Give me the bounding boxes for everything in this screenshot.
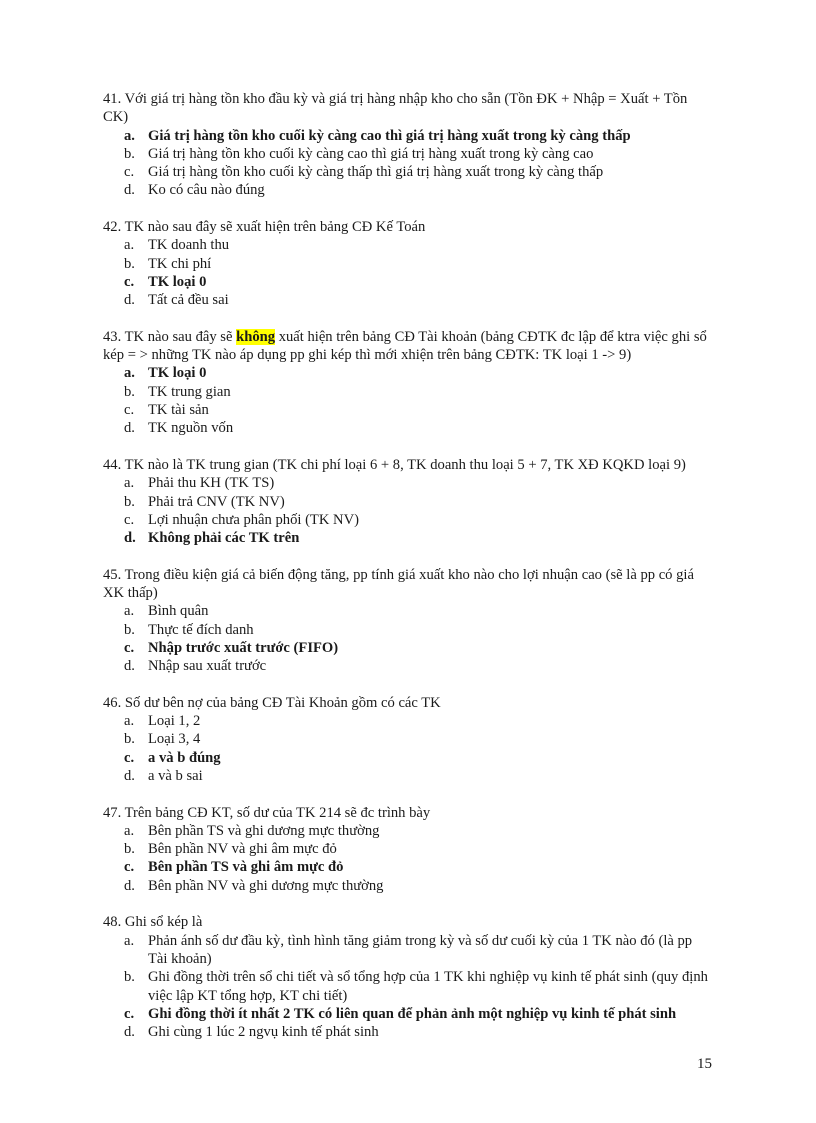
option-d	[103, 529, 711, 547]
option-letter: c.	[124, 749, 135, 766]
option-text: Loại 3, 4	[148, 731, 201, 748]
option-a	[103, 474, 711, 492]
option-letter: a.	[124, 365, 135, 382]
option-text: TK nguồn vốn	[148, 420, 234, 437]
option-letter: a.	[124, 603, 135, 620]
question-47	[103, 804, 711, 895]
option-b	[103, 730, 711, 748]
question-46	[103, 694, 711, 785]
option-b	[103, 383, 711, 401]
question-text	[103, 913, 711, 931]
option-text: Giá trị hàng tồn kho cuối kỳ càng cao thì giá trị hàng xuất trong kỳ càng thấp	[148, 127, 631, 144]
option-text: Giá trị hàng tồn kho cuối kỳ càng cao thì giá trị hàng xuất trong kỳ càng cao	[148, 145, 594, 162]
option-d	[103, 767, 711, 785]
option-b	[103, 621, 711, 639]
option-letter: c.	[124, 511, 135, 528]
question-body-continued: xuất hiện trên bảng CĐ Tài khoản (bảng CĐTK đc lập để ktra việc ghi sổ kép = > những TK nào áp dụng pp ghi kép thì mới xhiện trên bảng CĐTK: TK loại 1 -> 9)	[103, 328, 707, 364]
option-b	[103, 493, 711, 511]
option-text: a và b sai	[148, 767, 203, 784]
option-a	[103, 712, 711, 730]
option-a	[103, 822, 711, 840]
option-letter: d.	[124, 877, 135, 894]
option-list	[103, 822, 711, 895]
option-b	[103, 145, 711, 163]
option-c	[103, 1005, 711, 1023]
option-list	[103, 127, 711, 200]
option-text: Bên phần NV và ghi dương mực thường	[148, 877, 384, 894]
question-list	[103, 90, 711, 1060]
option-letter: b.	[124, 145, 135, 162]
option-text: Phải trả CNV (TK NV)	[148, 493, 285, 510]
question-number: 42.	[103, 219, 122, 236]
option-letter: b.	[124, 621, 135, 638]
option-letter: a.	[124, 932, 135, 949]
question-body: Ghi sổ kép là	[124, 914, 203, 931]
question-text	[103, 694, 711, 712]
option-b	[103, 840, 711, 858]
question-number: 45.	[103, 566, 122, 583]
option-letter: d.	[124, 530, 136, 547]
option-text: Nhập sau xuất trước	[148, 658, 267, 675]
question-number: 46.	[103, 694, 122, 711]
question-body: Trên bảng CĐ KT, số dư của TK 214 sẽ đc trình bày	[124, 804, 431, 821]
option-text: TK tài sản	[148, 402, 209, 419]
option-list	[103, 236, 711, 309]
option-text: Bên phần NV và ghi âm mực đỏ	[148, 841, 337, 858]
option-d	[103, 419, 711, 437]
option-d	[103, 1023, 711, 1041]
option-text: TK chi phí	[148, 255, 212, 272]
option-text: Lợi nhuận chưa phân phối (TK NV)	[148, 511, 359, 528]
option-letter: c.	[124, 1005, 135, 1022]
question-48	[103, 913, 711, 1041]
option-letter: b.	[124, 255, 135, 272]
question-43	[103, 328, 711, 438]
option-b	[103, 255, 711, 273]
option-c	[103, 639, 711, 657]
question-number: 41.	[103, 91, 122, 107]
option-c	[103, 858, 711, 876]
option-letter: c.	[124, 273, 135, 290]
option-text: Tất cả đều sai	[148, 292, 229, 309]
option-letter: d.	[124, 658, 135, 675]
option-letter: c.	[124, 402, 135, 419]
option-text: TK loại 0	[148, 365, 207, 382]
question-body: Với giá trị hàng tồn kho đầu kỳ và giá trị hàng nhập kho cho sẵn (Tồn ĐK + Nhập = Xuất + Tồn CK)	[103, 91, 688, 126]
option-c	[103, 511, 711, 529]
option-a	[103, 236, 711, 254]
option-d	[103, 181, 711, 199]
option-list	[103, 712, 711, 785]
option-letter: c.	[124, 164, 135, 181]
question-text	[103, 566, 711, 603]
option-a	[103, 932, 711, 969]
option-d	[103, 291, 711, 309]
option-text: TK trung gian	[148, 383, 231, 400]
option-list	[103, 932, 711, 1042]
question-41	[103, 90, 711, 200]
option-c	[103, 273, 711, 291]
option-letter: a.	[124, 237, 135, 254]
option-text: Bên phần TS và ghi dương mực thường	[148, 822, 380, 839]
question-number: 43.	[103, 328, 122, 345]
option-list	[103, 602, 711, 675]
option-a	[103, 364, 711, 382]
question-text	[103, 456, 711, 474]
option-c	[103, 749, 711, 767]
option-text: Không phải các TK trên	[148, 530, 300, 547]
option-letter: a.	[124, 822, 135, 839]
option-letter: b.	[124, 841, 135, 858]
option-b	[103, 968, 711, 1005]
question-body: Trong điều kiện giá cả biến động tăng, pp tính giá xuất kho nào cho lợi nhuận cao (sẽ là pp có giá XK thấp)	[103, 566, 694, 602]
option-text: TK doanh thu	[148, 237, 230, 254]
option-a	[103, 127, 711, 145]
option-letter: b.	[124, 383, 135, 400]
option-letter: c.	[124, 859, 135, 876]
option-text: Thực tế đích danh	[148, 621, 254, 638]
option-letter: d.	[124, 767, 135, 784]
highlighted-word: không	[236, 328, 276, 345]
option-c	[103, 401, 711, 419]
option-text: a và b đúng	[148, 749, 221, 766]
option-text: Ghi đồng thời ít nhất 2 TK có liên quan để phản ảnh một nghiệp vụ kinh tế phát sinh	[148, 1005, 677, 1022]
option-letter: d.	[124, 182, 135, 199]
question-42	[103, 218, 711, 309]
option-a	[103, 602, 711, 620]
option-text: Phải thu KH (TK TS)	[148, 475, 275, 492]
page-number: 15	[697, 1056, 712, 1072]
option-d	[103, 657, 711, 675]
option-letter: b.	[124, 731, 135, 748]
question-45	[103, 566, 711, 676]
question-number: 47.	[103, 804, 122, 821]
option-text: Ko có câu nào đúng	[148, 182, 265, 199]
option-text: Nhập trước xuất trước (FIFO)	[148, 639, 339, 656]
option-text: Phản ánh số dư đầu kỳ, tình hình tăng giảm trong kỳ và số dư cuối kỳ của 1 TK nào đó (là pp Tài khoản)	[148, 932, 693, 967]
option-list	[103, 474, 711, 547]
option-text: Giá trị hàng tồn kho cuối kỳ càng thấp thì giá trị hàng xuất trong kỳ càng thấp	[148, 164, 604, 181]
option-letter: a.	[124, 475, 135, 492]
question-text	[103, 218, 711, 236]
option-text: Bên phần TS và ghi âm mực đỏ	[148, 859, 344, 876]
option-c	[103, 163, 711, 181]
option-text: Loại 1, 2	[148, 713, 201, 730]
option-letter: d.	[124, 292, 135, 309]
question-text	[103, 328, 711, 365]
question-body: TK nào là TK trung gian (TK chi phí loại 6 + 8, TK doanh thu loại 5 + 7, TK XĐ KQKD loại 9)	[124, 456, 686, 473]
question-44	[103, 456, 711, 547]
question-number: 44.	[103, 456, 122, 473]
question-body: TK nào sau đây sẽ xuất hiện trên bảng CĐ Kế Toán	[124, 219, 426, 236]
option-letter: d.	[124, 1024, 135, 1041]
question-body: Số dư bên nợ của bảng CĐ Tài Khoản gồm có các TK	[124, 694, 441, 711]
option-letter: a.	[124, 127, 135, 144]
option-text: Ghi cùng 1 lúc 2 ngvụ kinh tế phát sinh	[148, 1024, 379, 1041]
option-list	[103, 364, 711, 437]
option-text: Bình quân	[148, 603, 209, 620]
option-d	[103, 877, 711, 895]
question-text	[103, 90, 711, 127]
option-letter: b.	[124, 493, 135, 510]
option-letter: b.	[124, 969, 135, 986]
option-letter: c.	[124, 639, 135, 656]
option-letter: a.	[124, 713, 135, 730]
question-number: 48.	[103, 914, 122, 931]
option-text: TK loại 0	[148, 273, 207, 290]
option-text: Ghi đồng thời trên sổ chi tiết và sổ tổng hợp của 1 TK khi nghiệp vụ kinh tế phát sinh (quy định việc lập KT tổng hợp, KT chi tiết)	[148, 969, 708, 1004]
question-text	[103, 804, 711, 822]
option-letter: d.	[124, 420, 135, 437]
question-body: TK nào sau đây sẽ	[124, 328, 237, 345]
